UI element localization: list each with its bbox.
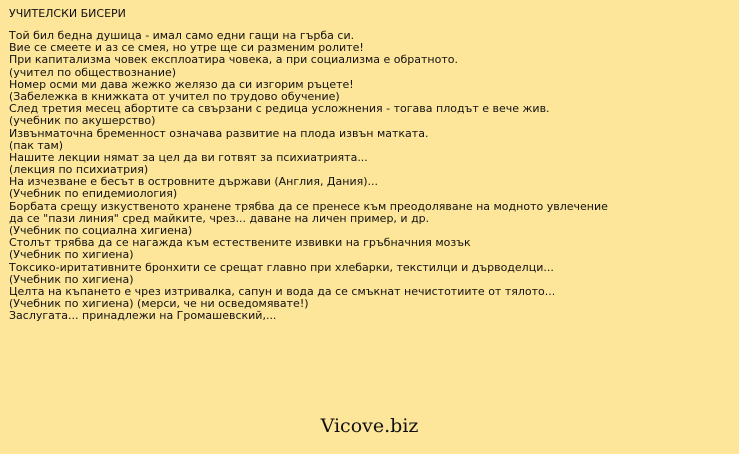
- source-line: (учител по обществознание): [9, 65, 177, 79]
- source-line: (Забележка в книжката от учител по трудово обучение): [9, 89, 340, 103]
- quote-line: Нашите лекции нямат за цел да ви готвят за психиатрията...: [9, 150, 368, 164]
- source-line: (Учебник по епидемиология): [9, 187, 178, 201]
- source-line: (пак там): [9, 138, 64, 152]
- source-line: (Учебник по хигиена): [9, 272, 134, 286]
- quote-line: Целта на къпането е чрез изтривалка, сапун и вода да се смъкнат нечистотиите от тялото...: [9, 284, 556, 298]
- quote-line: Заслугата... принадлежи на Громашевский,...: [9, 309, 277, 323]
- site-footer: Vicove.biz: [320, 415, 419, 437]
- quote-line: Столът трябва да се нагажда към естествените извивки на гръбначния мозък: [9, 236, 471, 250]
- source-line: (Учебник по хигиена): [9, 248, 134, 262]
- quote-line: Вие се смеете и аз се смея, но утре ще си разменим ролите!: [9, 41, 364, 55]
- source-line: (Учебник по социална хигиена): [9, 224, 193, 237]
- page-title: УЧИТЕЛСКИ БИСЕРИ: [9, 7, 126, 20]
- quote-line: да се "пази линия" сред майките, чрез... даване на личен пример, и др.: [9, 211, 430, 225]
- quote-line: След третия месец абортите са свързани с редица усложнения - тогава плодът е вече жив.: [9, 102, 550, 116]
- quote-line: При капитализма човек експлоатира човека, а при социализма е обратното.: [9, 53, 458, 67]
- quote-line: Извънматочна бременност означава развитие на плода извън матката.: [9, 126, 429, 140]
- quote-line: Той бил бедна душица - имал само едни гащи на гърба си.: [9, 29, 355, 42]
- quote-line: На изчезване е бесът в островните държави (Англия, Дания)...: [9, 175, 379, 189]
- quotes-list: [9, 30, 733, 323]
- source-line: (Учебник по хигиена) (мерси, че ни осведомявате!): [9, 297, 309, 311]
- source-line: (лекция по психиатрия): [9, 163, 149, 177]
- quote-line: Борбата срещу изкуственото хранене трябва да се пренесе към преодоляване на модното увлечение: [9, 199, 608, 213]
- quote-line: Номер осми ми дава жежко желязо да си изгорим ръцете!: [9, 77, 354, 91]
- quote-line: Токсико-иритативните бронхити се срещат главно при хлебарки, текстилци и дърводелци...: [9, 260, 554, 274]
- source-line: (учебник по акушерство): [9, 114, 156, 128]
